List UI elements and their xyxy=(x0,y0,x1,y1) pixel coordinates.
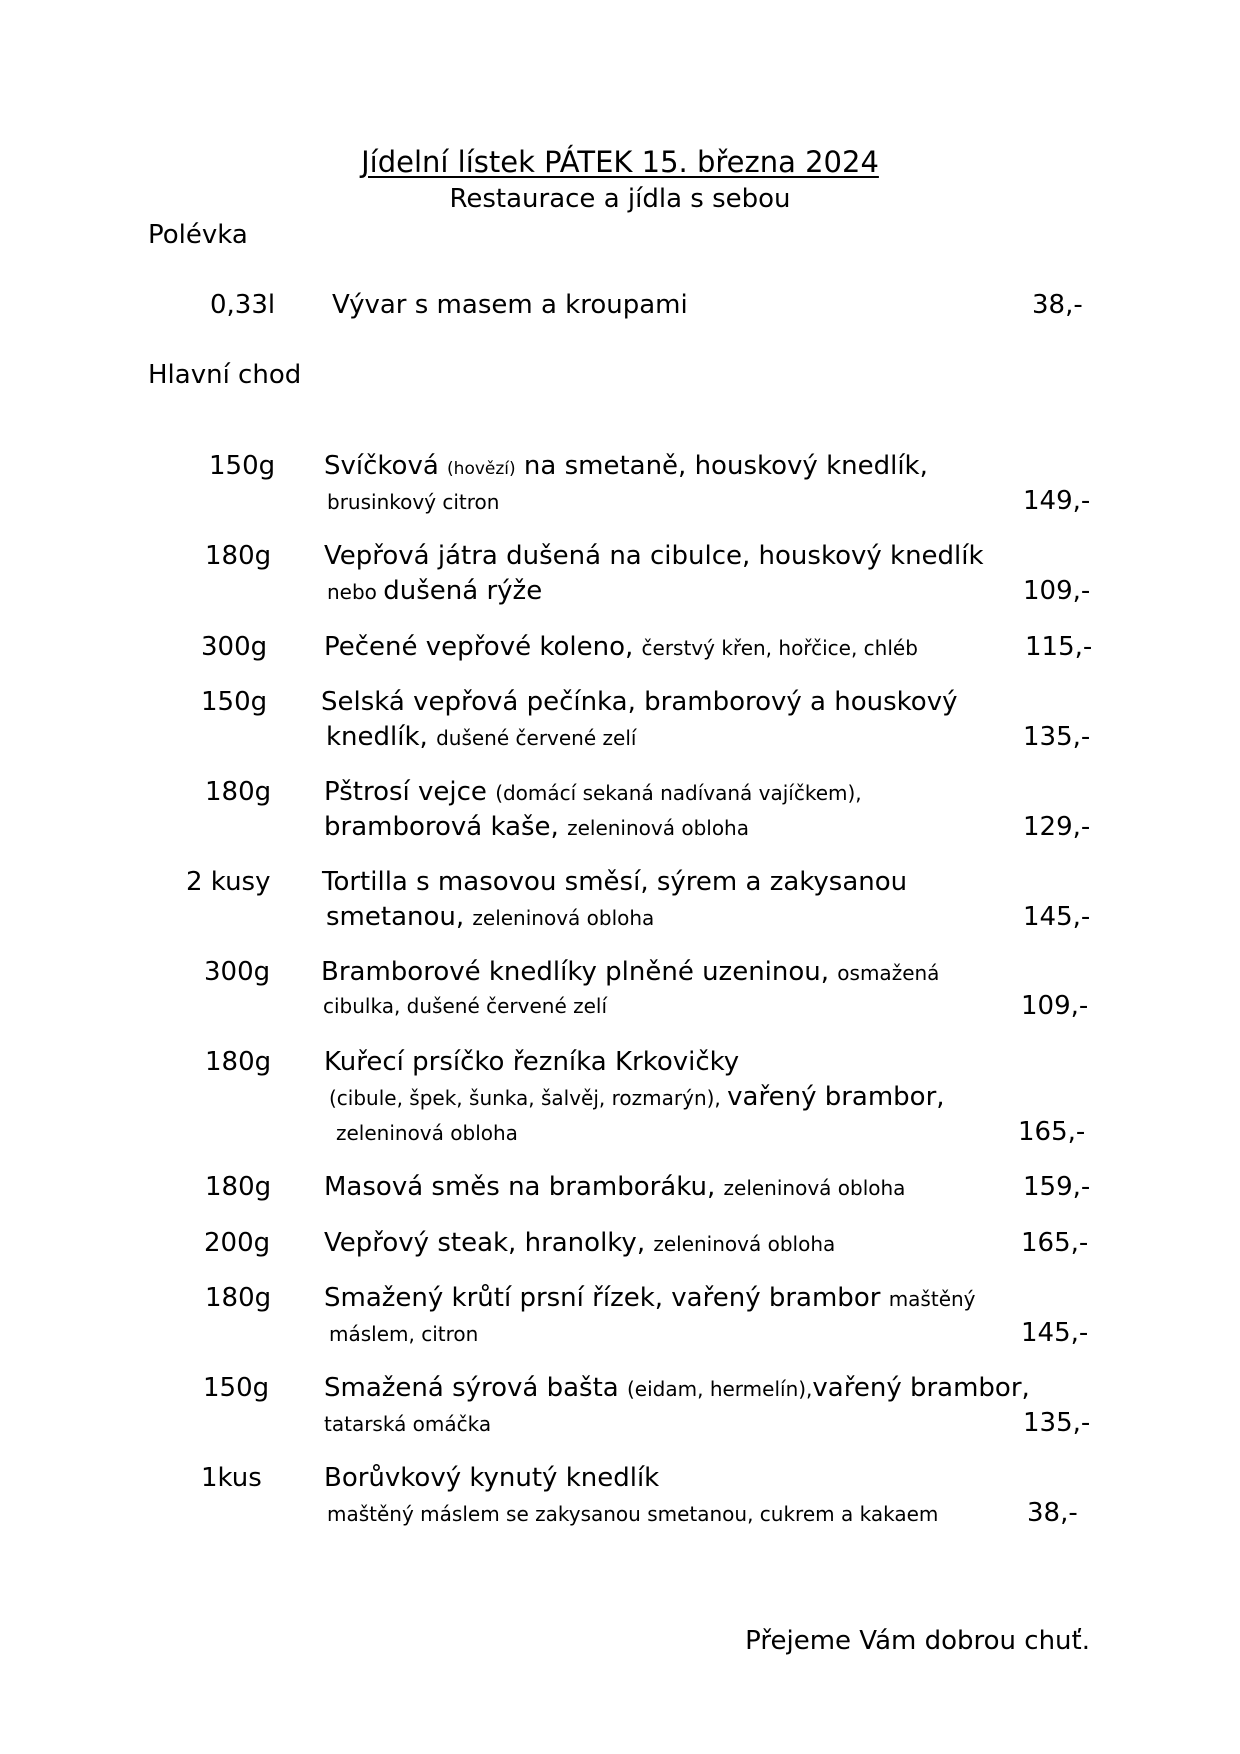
menu-item-qty: 150g xyxy=(203,1373,270,1403)
menu-item-description: nebo dušená rýže xyxy=(327,576,543,606)
menu-item-qty: 2 kusy xyxy=(186,867,271,897)
soup-price: 38,- xyxy=(1032,290,1083,320)
menu-item-price: 165,- xyxy=(1018,1117,1086,1147)
menu-item-description: knedlík, dušené červené zelí xyxy=(326,722,637,752)
menu-item-name: Bramborové knedlíky plněné uzeninou, osmažená xyxy=(321,957,940,987)
menu-item-price: 145,- xyxy=(1023,902,1091,932)
menu-item-price: 38,- xyxy=(1027,1498,1078,1528)
menu-item-qty: 150g xyxy=(209,451,276,481)
menu-item-qty: 1kus xyxy=(201,1463,262,1493)
section-heading-soup: Polévka xyxy=(148,220,248,250)
menu-item-price: 109,- xyxy=(1021,991,1089,1021)
menu-item-qty: 200g xyxy=(204,1228,271,1258)
menu-item-description: smetanou, zeleninová obloha xyxy=(326,902,655,932)
menu-item-qty: 180g xyxy=(205,1172,272,1202)
menu-item-qty: 180g xyxy=(205,1283,272,1313)
footer-greeting: Přejeme Vám dobrou chuť. xyxy=(745,1626,1090,1656)
soup-name: Vývar s masem a kroupami xyxy=(332,290,688,320)
menu-item-name: Smažená sýrová bašta (eidam, hermelín),vařený brambor, xyxy=(324,1373,1030,1403)
menu-item-description: zeleninová obloha xyxy=(336,1121,518,1145)
menu-item-name: Pštrosí vejce (domácí sekaná nadívaná vajíčkem), xyxy=(324,777,862,807)
menu-item-qty: 150g xyxy=(201,687,268,717)
page-title: Jídelní lístek PÁTEK 15. března 2024 xyxy=(361,145,879,179)
menu-item-name: Tortilla s masovou směsí, sýrem a zakysanou xyxy=(322,867,908,897)
menu-item-qty: 300g xyxy=(201,632,268,662)
menu-item-description: bramborová kaše, zeleninová obloha xyxy=(324,812,749,842)
menu-item-price: 129,- xyxy=(1023,812,1091,842)
menu-item-price: 109,- xyxy=(1023,576,1091,606)
menu-item-name: Vepřový steak, hranolky, zeleninová obloha xyxy=(324,1228,836,1258)
page-subtitle: Restaurace a jídla s sebou xyxy=(449,184,791,214)
soup-qty: 0,33l xyxy=(210,290,276,320)
menu-item-price: 149,- xyxy=(1023,486,1091,516)
menu-item-description: (cibule, špek, šunka, šalvěj, rozmarýn), vařený brambor, xyxy=(329,1082,945,1112)
menu-item-qty: 180g xyxy=(205,1047,272,1077)
menu-item-price: 145,- xyxy=(1021,1318,1089,1348)
menu-item-name: Vepřová játra dušená na cibulce, houskový knedlík xyxy=(324,541,984,571)
menu-item-name: Pečené vepřové koleno, čerstvý křen, hořčice, chléb xyxy=(324,632,918,662)
menu-item-name: Kuřecí prsíčko řezníka Krkovičky xyxy=(324,1047,740,1077)
menu-item-description: tatarská omáčka xyxy=(324,1412,492,1436)
menu-item-description: cibulka, dušené červené zelí xyxy=(323,994,608,1018)
menu-item-price: 115,- xyxy=(1025,632,1093,662)
menu-item-name: Selská vepřová pečínka, bramborový a houskový xyxy=(321,687,958,717)
menu-item-price: 135,- xyxy=(1023,1408,1091,1438)
menu-item-name: Borůvkový kynutý knedlík xyxy=(324,1463,660,1493)
menu-item-description: maštěný máslem se zakysanou smetanou, cukrem a kakaem xyxy=(327,1502,939,1526)
menu-item-qty: 180g xyxy=(205,541,272,571)
menu-item-price: 159,- xyxy=(1023,1172,1091,1202)
menu-item-name: Masová směs na bramboráku, zeleninová obloha xyxy=(324,1172,906,1202)
menu-item-description: máslem, citron xyxy=(329,1322,479,1346)
menu-item-description: brusinkový citron xyxy=(327,490,500,514)
menu-item-qty: 180g xyxy=(205,777,272,807)
menu-item-name: Smažený krůtí prsní řízek, vařený brambor maštěný xyxy=(324,1283,976,1313)
menu-item-qty: 300g xyxy=(204,957,271,987)
menu-item-name: Svíčková (hovězí) na smetaně, houskový knedlík, xyxy=(324,451,928,481)
menu-item-price: 165,- xyxy=(1021,1228,1089,1258)
section-heading-main: Hlavní chod xyxy=(148,360,302,390)
menu-item-price: 135,- xyxy=(1023,722,1091,752)
